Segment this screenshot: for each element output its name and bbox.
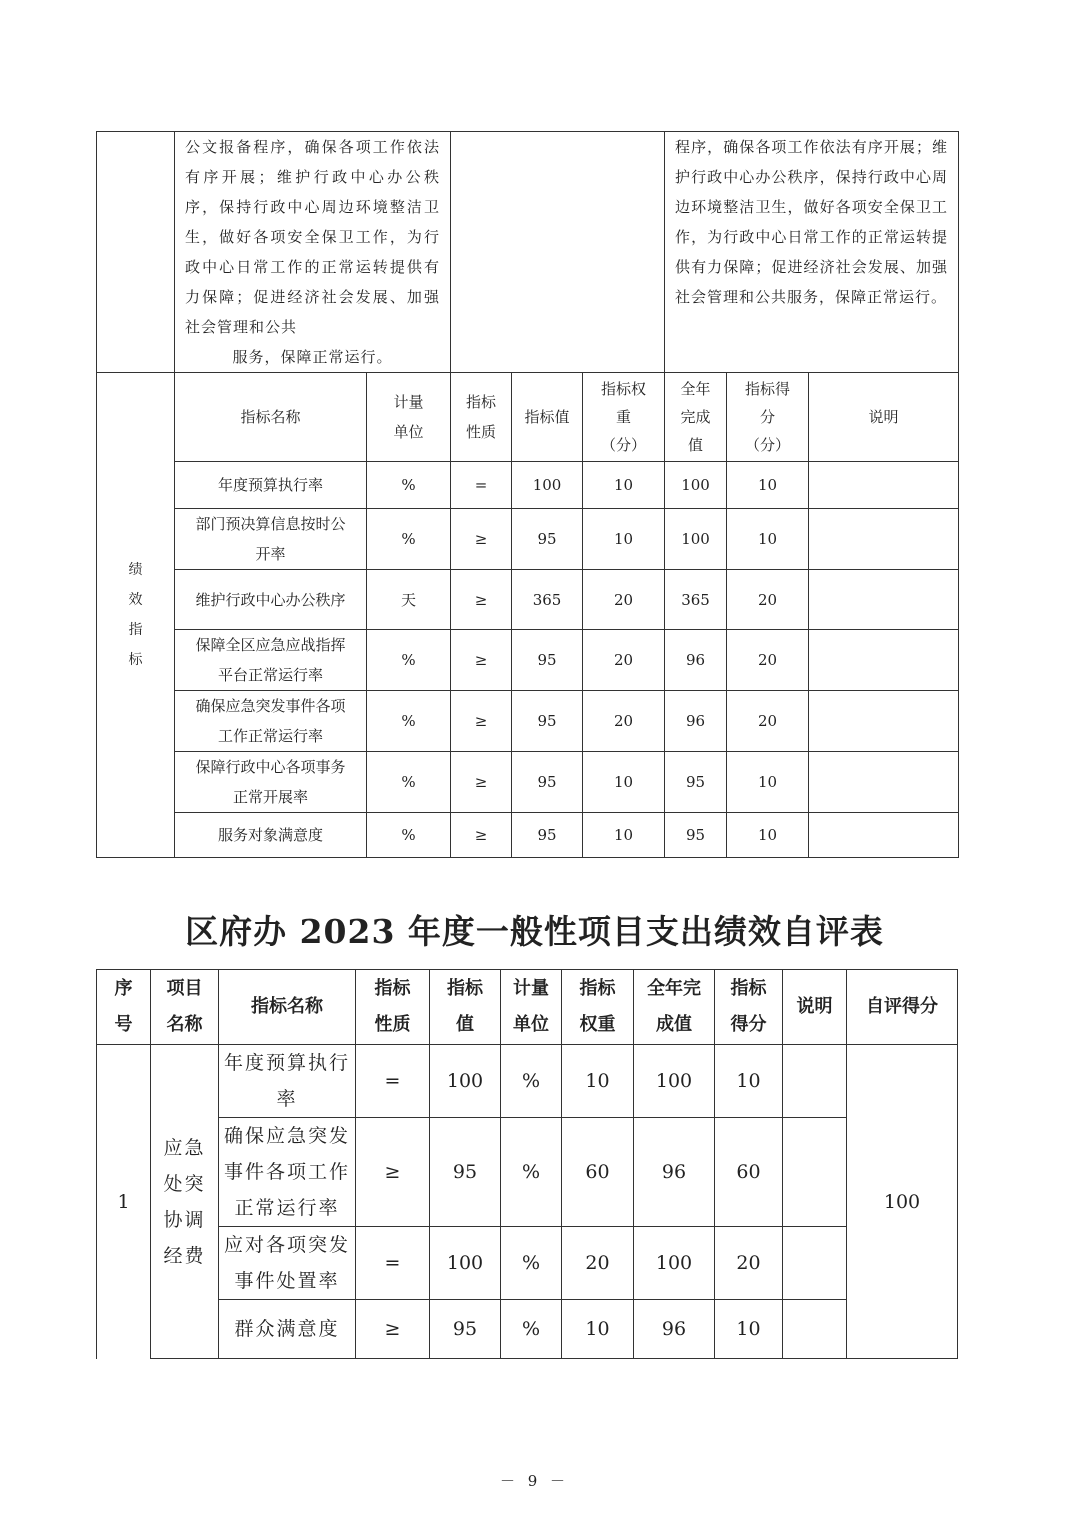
unit: % [501, 1045, 562, 1118]
table-row [97, 509, 959, 570]
score: 10 [727, 813, 809, 858]
header-note: 说明 [809, 373, 959, 462]
project-name: 应急 处突 协调 经费 [151, 1045, 219, 1359]
target-value: 95 [512, 691, 583, 752]
nature: ≥ [451, 691, 512, 752]
completed: 96 [665, 630, 727, 691]
weight: 20 [562, 1227, 634, 1300]
header-self-score: 自评得分 [847, 970, 958, 1045]
table-row [97, 630, 959, 691]
unit: % [367, 462, 451, 509]
indicator-name: 应对各项突发 事件处置率 [219, 1227, 356, 1300]
weight: 10 [583, 813, 665, 858]
unit: % [367, 752, 451, 813]
weight: 10 [583, 462, 665, 509]
nature: ≥ [451, 630, 512, 691]
weight: 10 [583, 509, 665, 570]
score: 20 [727, 630, 809, 691]
header-weight: 指标权 重 （分） [583, 373, 665, 462]
page-number: － 9 － [499, 1472, 570, 1490]
target-value: 95 [512, 752, 583, 813]
continuation-row [97, 132, 959, 373]
nature: ≥ [356, 1300, 430, 1359]
weight: 20 [583, 570, 665, 630]
unit: % [367, 691, 451, 752]
unit: % [501, 1227, 562, 1300]
target-value: 95 [430, 1300, 501, 1359]
completed: 100 [665, 509, 727, 570]
unit: % [367, 630, 451, 691]
target-value: 95 [512, 630, 583, 691]
completed: 96 [634, 1300, 715, 1359]
unit: % [367, 509, 451, 570]
target-value: 100 [512, 462, 583, 509]
indicator-name: 保障全区应急应战指挥 平台正常运行率 [175, 630, 367, 691]
header-project-name: 项目 名称 [151, 970, 219, 1045]
header-score: 指标得 分 （分） [727, 373, 809, 462]
self-score: 100 [847, 1045, 958, 1359]
target-value: 95 [430, 1118, 501, 1227]
unit: 天 [367, 570, 451, 630]
continuation-right-text: 程序，确保各项工作依法有序开展；维护行政中心办公秩序，保持行政中心周边环境整洁卫生，做好各项安全保卫工作，为行政中心日常工作的正常运转提供有力保障；促进经济社会发展、加强社会管理和公共服务，保障正常运行。 [665, 132, 959, 373]
weight: 20 [583, 691, 665, 752]
weight: 60 [562, 1118, 634, 1227]
completed: 100 [634, 1227, 715, 1300]
weight: 20 [583, 630, 665, 691]
score: 10 [715, 1045, 783, 1118]
header-indicator-name: 指标名称 [175, 373, 367, 462]
project-evaluation-table [96, 969, 958, 1359]
indicator-name: 保障行政中心各项事务 正常开展率 [175, 752, 367, 813]
note [809, 691, 959, 752]
score: 20 [727, 570, 809, 630]
score: 10 [727, 462, 809, 509]
nature: ≥ [451, 813, 512, 858]
completed: 365 [665, 570, 727, 630]
project-header-row [97, 970, 958, 1045]
nature: ≥ [451, 570, 512, 630]
target-value: 95 [512, 509, 583, 570]
nature: ≥ [451, 752, 512, 813]
target-value: 100 [430, 1227, 501, 1300]
indicator-name: 服务对象满意度 [175, 813, 367, 858]
indicator-name: 群众满意度 [219, 1300, 356, 1359]
indicator-name: 年度预算执行 率 [219, 1045, 356, 1118]
header-indicator-name: 指标名称 [219, 970, 356, 1045]
note [809, 813, 959, 858]
nature: ≥ [356, 1118, 430, 1227]
indicator-name: 确保应急突发事件各项 工作正常运行率 [175, 691, 367, 752]
note [809, 462, 959, 509]
unit: % [367, 813, 451, 858]
note [783, 1045, 847, 1118]
indicator-name: 维护行政中心办公秩序 [175, 570, 367, 630]
score: 10 [715, 1300, 783, 1359]
header-note: 说明 [783, 970, 847, 1045]
indicator-name: 部门预决算信息按时公 开率 [175, 509, 367, 570]
empty-cell [97, 132, 175, 373]
left-text-last-line: 服务，保障正常运行。 [232, 348, 393, 366]
section-label-performance: 绩 效 指 标 [97, 373, 175, 858]
header-nature: 指标 性质 [451, 373, 512, 462]
note [783, 1118, 847, 1227]
completed: 95 [665, 752, 727, 813]
score: 20 [727, 691, 809, 752]
target-value: 95 [512, 813, 583, 858]
target-value: 100 [430, 1045, 501, 1118]
nature: ≥ [451, 509, 512, 570]
page-title: 区府办 2023 年度一般性项目支出绩效自评表 [185, 912, 884, 951]
header-seq: 序 号 [97, 970, 151, 1045]
unit: % [501, 1118, 562, 1227]
table-row [97, 1227, 958, 1300]
score: 10 [727, 752, 809, 813]
left-text-body: 公文报备程序，确保各项工作依法有序开展；维护行政中心办公秩序，保持行政中心周边环境整洁卫生，做好各项安全保卫工作，为行政中心日常工作的正常运转提供有力保障；促进经济社会发展、加强社会管理和公共 [185, 138, 441, 336]
completed: 96 [665, 691, 727, 752]
table-row [97, 1300, 958, 1359]
empty-cell [451, 132, 665, 373]
weight: 10 [562, 1045, 634, 1118]
header-completed: 全年完 成值 [634, 970, 715, 1045]
performance-table [96, 131, 959, 858]
score: 20 [715, 1227, 783, 1300]
nature: = [356, 1227, 430, 1300]
note [783, 1227, 847, 1300]
table-row [97, 462, 959, 509]
score: 10 [727, 509, 809, 570]
score: 60 [715, 1118, 783, 1227]
project-seq: 1 [97, 1045, 151, 1359]
table-row [97, 691, 959, 752]
completed: 96 [634, 1118, 715, 1227]
completed: 100 [634, 1045, 715, 1118]
completed: 100 [665, 462, 727, 509]
note [809, 630, 959, 691]
header-value: 指标值 [512, 373, 583, 462]
table-row [97, 1045, 958, 1118]
weight: 10 [583, 752, 665, 813]
table-row [97, 570, 959, 630]
header-unit: 计量 单位 [367, 373, 451, 462]
completed: 95 [665, 813, 727, 858]
header-value: 指标 值 [430, 970, 501, 1045]
nature: = [451, 462, 512, 509]
continuation-left-text [175, 132, 451, 373]
note [809, 509, 959, 570]
note [809, 752, 959, 813]
header-unit: 计量 单位 [501, 970, 562, 1045]
table-row [97, 752, 959, 813]
indicator-name: 年度预算执行率 [175, 462, 367, 509]
note [783, 1300, 847, 1359]
target-value: 365 [512, 570, 583, 630]
note [809, 570, 959, 630]
table-row [97, 813, 959, 858]
perf-header-row [97, 373, 959, 462]
header-completed: 全年 完成 值 [665, 373, 727, 462]
table-row [97, 1118, 958, 1227]
unit: % [501, 1300, 562, 1359]
nature: = [356, 1045, 430, 1118]
indicator-name: 确保应急突发 事件各项工作 正常运行率 [219, 1118, 356, 1227]
header-score: 指标 得分 [715, 970, 783, 1045]
header-nature: 指标 性质 [356, 970, 430, 1045]
weight: 10 [562, 1300, 634, 1359]
header-weight: 指标 权重 [562, 970, 634, 1045]
